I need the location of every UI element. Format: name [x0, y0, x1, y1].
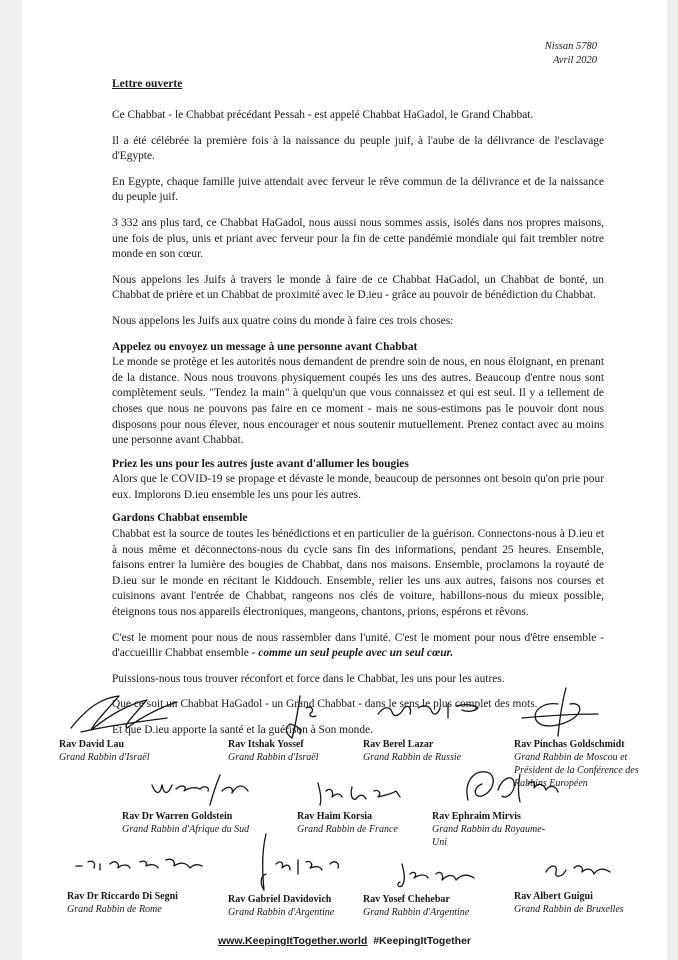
signatory — [122, 810, 292, 836]
signatory-name: Rav Berel Lazar — [363, 739, 434, 750]
signatory-role: Grand Rabbin de Rome — [67, 904, 162, 915]
paragraph: Il a été célébrée la première fois à la naissance du peuple juif, à l'aube de la délivrance de l'esclavage d'Egypte. — [112, 134, 604, 163]
signatory — [514, 738, 664, 790]
signatory-role: Grand Rabbin d'Argentine — [228, 907, 335, 918]
paragraph: Nous appelons les Juifs à travers le monde à faire de ce Chabbat HaGadol, un Chabbat de bonté, un Chabbat de prière et un Chabbat de proximité avec le D.ieu - grâce au pouvoir de bénédiction du Chabbat. — [112, 273, 604, 302]
section-pray — [112, 457, 604, 504]
section-call — [112, 340, 604, 449]
signatory-name: Rav Albert Guigui — [514, 891, 593, 902]
signatory — [228, 893, 368, 919]
section-shabbat — [112, 511, 604, 620]
section-text: Le monde se protège et les autorités nous demandent de prendre soin de nous, en nous éloignant, en prenant de la distance. Nous nous trouvons physiquement coupés les uns des autres. Beaucoup d'entre nous sont complètement seuls. "Tendez la main" à quelqu'un que vous connaissez et qui est seul. Il y a tellement de choses que nous ne pouvons pas faire en ce moment - mais ne sous-estimons pas le pouvoir dont nous disposons pour nous élever, nous encourager et nous soutenir mutuellement. Prenez contact avec au moins une personne avant Chabbat. — [112, 356, 604, 447]
signatory-role: Grand Rabbin d'Israël — [228, 752, 319, 763]
signature-goldschmidt — [514, 684, 604, 740]
signatory-role: Grand Rabbin de Russie — [363, 752, 462, 763]
signatory — [297, 810, 437, 836]
letter-title: Lettre ouverte — [112, 78, 183, 90]
signature-lau — [67, 688, 187, 736]
signature-davidovich — [254, 830, 354, 894]
signatory — [59, 738, 219, 764]
closing-text: C'est le moment pour nous de nous rassembler dans l'unité. C'est le moment pour nous d'être ensemble - d'accueillir Chabbat ensemble - — [112, 631, 604, 660]
signatory-name: Rav David Lau — [59, 739, 125, 750]
section-heading: Gardons Chabbat ensemble — [112, 512, 248, 525]
signature-di-segni — [70, 852, 210, 880]
letter-body — [112, 108, 604, 749]
signature-chehebar — [392, 860, 492, 890]
signatory-name: Rav Pinchas Goldschmidt — [514, 739, 625, 750]
signatory — [228, 738, 368, 764]
signatory-role: Grand Rabbin de Moscou et Président de la Conférence des Rabbins Européen — [514, 752, 639, 789]
signatory-role: Grand Rabbin d'Israël — [59, 752, 150, 763]
letter-page — [22, 0, 667, 960]
signatory-name: Rav Dr Warren Goldstein — [122, 811, 233, 822]
signature-lazar — [374, 698, 484, 724]
footer-website-link[interactable]: www.KeepingItTogether.world — [218, 935, 368, 947]
section-text: Chabbat est la source de toutes les bénédictions et en particulier de la guérison. Connectons-nous à D.ieu et à nous même et déconnectons-nous du cycle sans fin des informations, pendant 25 heures. Ensemble, faisons entrer la lumière des bougies de Chabbat, dans nos maisons. Ensemble, proclamons la royauté de D.ieu sur le monde en récitant le Kiddouch. Ensemble, relier les uns aux autres, faisons nos courses et cuisinons avant l'entrée de Chabbat, rangeons nos clés de voiture, habillons-nous du mieux possible, éteignons tous nos appareils électroniques, mangeons, chantons, prions, espérons et rêvons. — [112, 528, 604, 619]
signature-goldstein — [148, 771, 258, 809]
signatory — [363, 893, 503, 919]
signatory — [363, 738, 503, 764]
signatory-name: Rav Yosef Chehebar — [363, 894, 450, 905]
section-text: Alors que le COVID-19 se propage et dévaste le monde, beaucoup de personnes ont besoin qu'on prie pour eux. Implorons D.ieu ensemble les uns pour les autres. — [112, 473, 604, 501]
letter-date — [545, 40, 597, 68]
signatory-role: Grand Rabbin du Royaume-Uni — [432, 824, 546, 848]
signatory — [432, 810, 552, 849]
closing-paragraph: Que ce soit un Chabbat HaGadol - un Grand Chabbat - dans le sens le plus complet des mots. — [112, 698, 538, 711]
signatory-role: Grand Rabbin d'Argentine — [363, 907, 470, 918]
signatory-role: Grand Rabbin de Bruxelles — [514, 904, 624, 915]
signature-korsia — [312, 777, 412, 809]
closing-emphasis: comme un seul peuple avec un seul cœur. — [258, 647, 454, 660]
date-gregorian: Avril 2020 — [552, 55, 597, 66]
signatory — [514, 890, 664, 916]
closing-paragraph: Puissions-nous tous trouver réconfort et force dans le Chabbat, les uns pour les autres. — [112, 672, 505, 685]
footer-hashtag: #KeepingItTogether — [373, 935, 471, 947]
paragraph: 3 332 ans plus tard, ce Chabbat HaGadol, nous aussi nous sommes assis, isolés dans nos propres maisons, une fois de plus, unis et priant avec ferveur pour la fin de cette pandémie mondiale qui fait trembler notre monde en son cœur. — [112, 216, 604, 261]
paragraph: Ce Chabbat - le Chabbat précédant Pessah - est appelé Chabbat HaGadol, le Grand Chabbat. — [112, 109, 534, 121]
paragraph: Nous appelons les Juifs aux quatre coins du monde à faire ces trois choses: — [112, 314, 454, 327]
closing-paragraph — [112, 631, 604, 662]
section-heading: Priez les uns pour les autres juste avant d'allumer les bougies — [112, 457, 409, 470]
paragraph: En Egypte, chaque famille juive attendait avec ferveur le rêve commun de la délivrance et de la naissance du peuple juif. — [112, 175, 604, 204]
signatory-role: Grand Rabbin de France — [297, 824, 398, 835]
signatory — [67, 890, 237, 916]
footer — [22, 935, 667, 947]
signature-yossef — [272, 694, 332, 742]
section-heading: Appelez ou envoyez un message à une personne avant Chabbat — [112, 340, 418, 353]
signatory-name: Rav Haim Korsia — [297, 811, 372, 822]
closing-paragraph: Et que D.ieu apporte la santé et la guérison à Son monde. — [112, 724, 373, 736]
signatory-role: Grand Rabbin d'Afrique du Sud — [122, 824, 250, 835]
date-hebrew: Nissan 5780 — [544, 41, 597, 52]
signatory-name: Rav Ephraim Mirvis — [432, 811, 521, 822]
signatory-name: Rav Gabriel Davidovich — [228, 894, 332, 905]
signature-guigui — [540, 856, 620, 886]
signatory-name: Rav Itshak Yossef — [228, 739, 304, 750]
signatory-name: Rav Dr Riccardo Di Segni — [67, 891, 178, 902]
